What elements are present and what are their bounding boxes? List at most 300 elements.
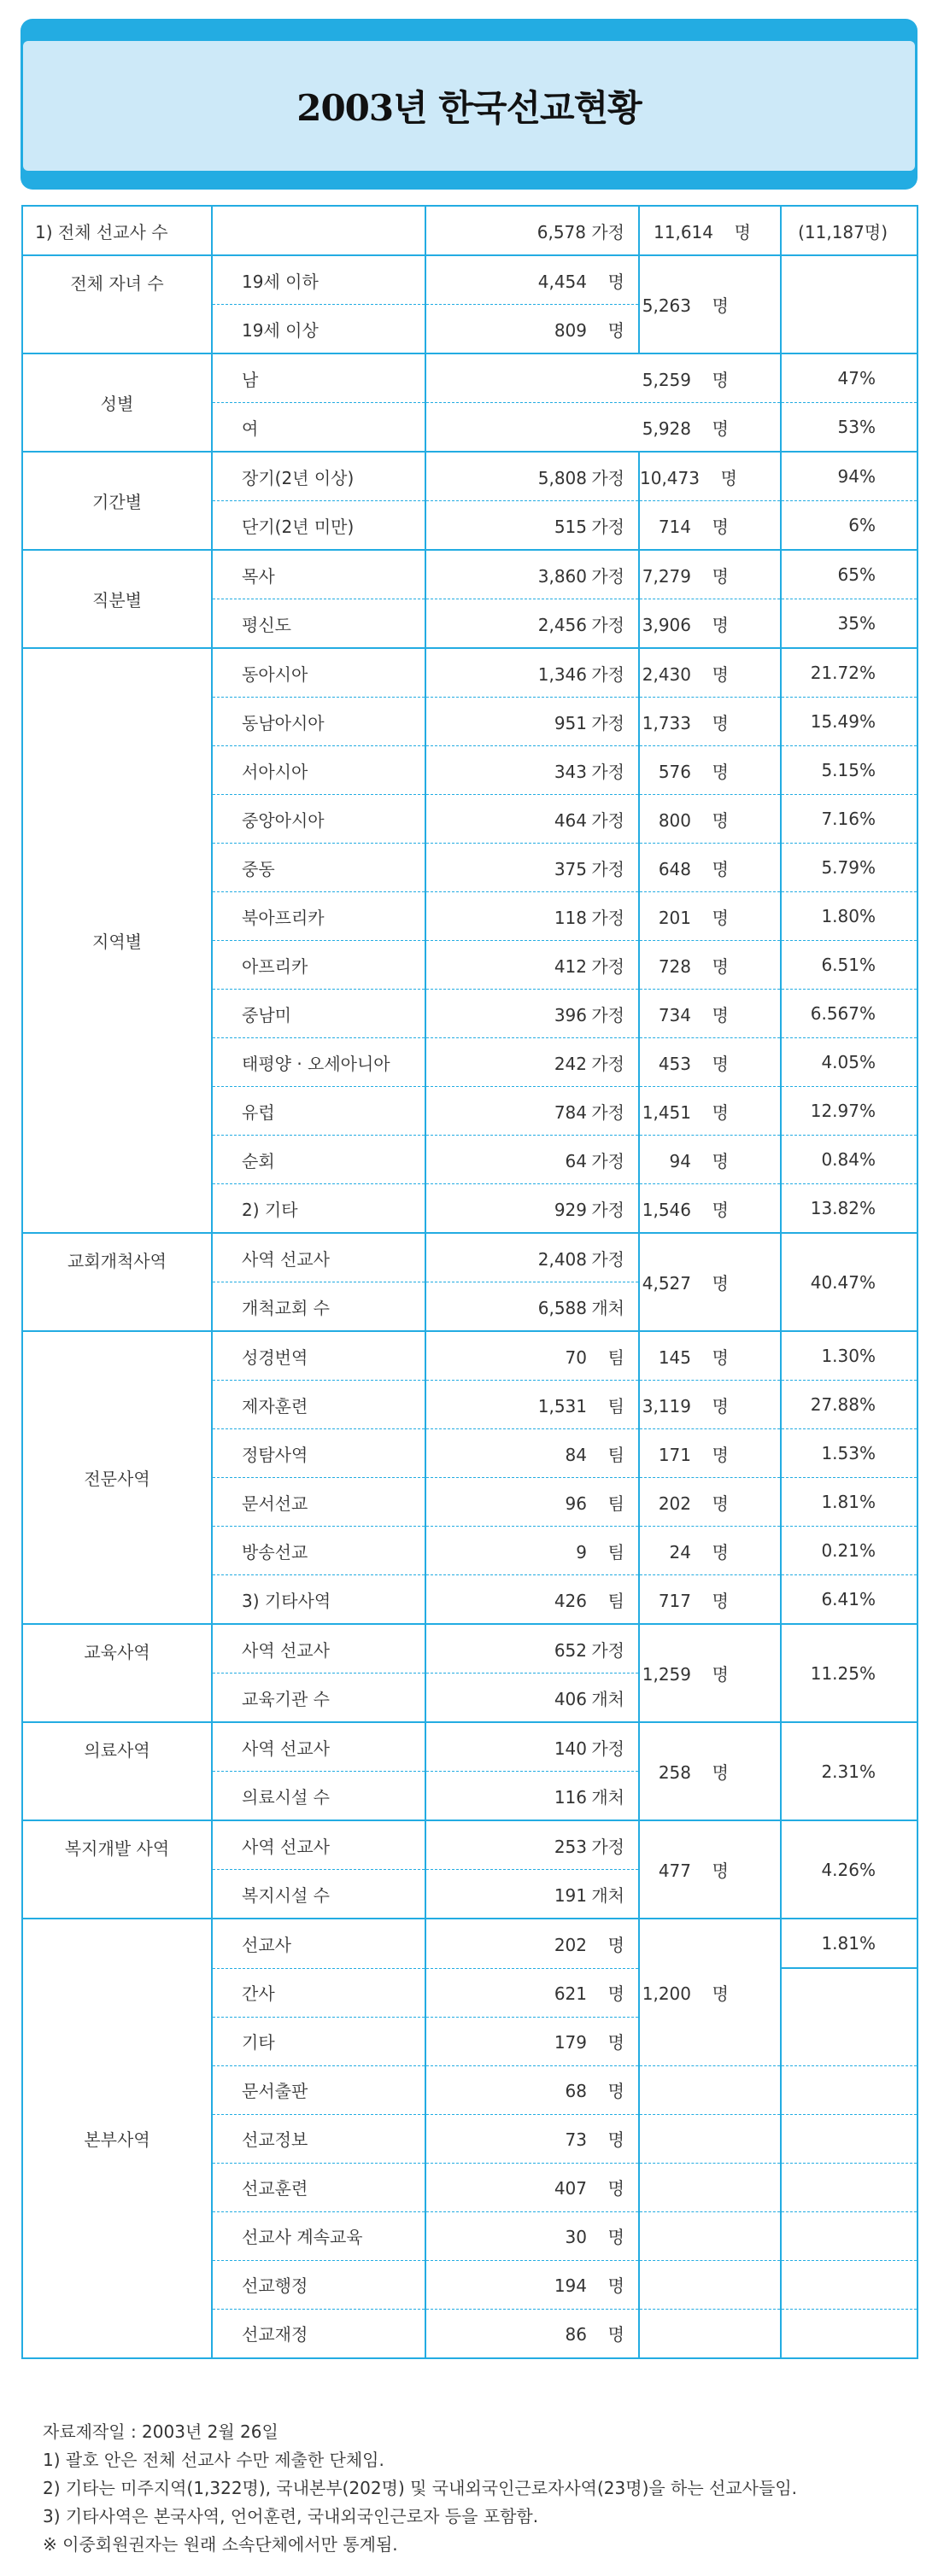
period-row-people [639, 501, 781, 551]
region-row-count-value: 396 [554, 1004, 587, 1025]
position-row-people [639, 599, 781, 649]
specialized-row-people [639, 1331, 781, 1381]
region-row-people [639, 1184, 781, 1234]
region-row-people [639, 1087, 781, 1136]
specialized-row-count-value: 426 [554, 1590, 587, 1611]
position-row [22, 550, 917, 599]
region-row-people [639, 1136, 781, 1184]
summary-blank-cell [212, 206, 425, 255]
position-row-people [639, 550, 781, 599]
specialized-row-label: 3) 기타사역 [212, 1575, 425, 1625]
region-row-count-value: 784 [554, 1101, 587, 1123]
medical-category: 의료사역 [22, 1722, 212, 1820]
region-row-people-unit: 명 [712, 955, 729, 977]
specialized-row-people-value: 24 [669, 1541, 691, 1563]
period-row-people-value: 714 [658, 516, 691, 537]
period-row-label: 단기(2년 미만) [212, 501, 425, 551]
region-row-people-value: 734 [658, 1004, 691, 1025]
region-row-label: 중남미 [212, 990, 425, 1038]
position-row-percent: 65% [781, 550, 917, 599]
medical-row-count-value: 116 [554, 1786, 587, 1808]
specialized-category: 전문사역 [22, 1331, 212, 1624]
title-banner [21, 19, 917, 190]
period-row-label: 장기(2년 이상) [212, 452, 425, 501]
church-planting-percent: 40.47% [781, 1233, 917, 1331]
region-row-percent: 0.84% [781, 1136, 917, 1184]
education-row-label: 교육기관 수 [212, 1674, 425, 1723]
region-row-count-unit: 가정 [591, 1101, 624, 1123]
headquarters-row-count-value: 68 [565, 2081, 587, 2101]
summary-households [425, 206, 639, 255]
welfare-row-count [425, 1870, 639, 1919]
region-row-people [639, 844, 781, 892]
headquarters-row-count-unit: 명 [607, 1934, 624, 1955]
education-row-count-unit: 개처 [591, 1688, 624, 1709]
medical-percent: 2.31% [781, 1722, 917, 1820]
region-category: 지역별 [22, 648, 212, 1233]
period-row-percent: 94% [781, 452, 917, 501]
position-row-count-unit: 가정 [591, 614, 624, 635]
specialized-row-people [639, 1575, 781, 1625]
education-row [22, 1624, 917, 1674]
headquarters-row-count-unit: 명 [607, 2324, 624, 2345]
headquarters-people-blank [639, 2114, 781, 2163]
specialized-row-count [425, 1527, 639, 1575]
region-row-count-unit: 가정 [591, 809, 624, 831]
specialized-row-people-value: 202 [658, 1492, 691, 1514]
welfare-people-value: 477 [658, 1860, 691, 1881]
headquarters-staff-percent: 1.81% [781, 1919, 917, 1968]
headquarters-category: 본부사역 [22, 1919, 212, 2358]
church-planting-row-count-unit: 가정 [591, 1248, 624, 1270]
region-row-people [639, 941, 781, 990]
region-row-count [425, 844, 639, 892]
gender-row-percent: 53% [781, 403, 917, 453]
specialized-row-label: 정탐사역 [212, 1429, 425, 1478]
gender-row [22, 353, 917, 403]
headquarters-row-count-value: 179 [554, 2032, 587, 2053]
children-row-count-value: 809 [554, 319, 587, 341]
church-planting-people-unit: 명 [712, 1273, 729, 1294]
position-row-people-value: 7,279 [642, 565, 691, 587]
headquarters-row-label: 기타 [212, 2017, 425, 2065]
specialized-row-count-unit: 팀 [607, 1395, 624, 1417]
headquarters-row-count-unit: 명 [607, 2032, 624, 2053]
children-row-count-unit: 명 [607, 271, 624, 292]
welfare-row-count [425, 1820, 639, 1870]
region-row-count-value: 343 [554, 761, 587, 782]
region-row-people-value: 453 [658, 1053, 691, 1074]
period-category: 기간별 [22, 452, 212, 550]
footnote-line: ※ 이중회원권자는 원래 소속단체에서만 통계됨. [43, 2534, 398, 2555]
specialized-row-people-unit: 명 [712, 1541, 729, 1563]
headquarters-people-blank [639, 2065, 781, 2114]
specialized-row-count [425, 1381, 639, 1429]
education-percent: 11.25% [781, 1624, 917, 1722]
welfare-people-unit: 명 [712, 1860, 729, 1881]
headquarters-row-count-unit: 명 [607, 2178, 624, 2199]
specialized-row-count-unit: 팀 [607, 1590, 624, 1611]
gender-row-blank [425, 403, 639, 453]
specialized-row-count-value: 9 [576, 1541, 587, 1563]
headquarters-row-label: 선교사 [212, 1919, 425, 1968]
headquarters-row-count-unit: 명 [607, 2227, 624, 2247]
specialized-row-count-unit: 팀 [607, 1444, 624, 1465]
children-row-count-unit: 명 [607, 319, 624, 341]
region-row-percent: 5.79% [781, 844, 917, 892]
children-total-unit: 명 [712, 295, 729, 316]
region-row-label: 중동 [212, 844, 425, 892]
medical-row-label: 의료시설 수 [212, 1772, 425, 1821]
medical-people [639, 1722, 781, 1820]
region-row-people [639, 795, 781, 844]
region-row-count-value: 464 [554, 809, 587, 831]
position-category: 직분별 [22, 550, 212, 648]
specialized-row-count [425, 1331, 639, 1381]
welfare-row-count-unit: 가정 [591, 1836, 624, 1857]
summary-people-unit: 명 [734, 221, 751, 242]
summary-people [639, 206, 781, 255]
region-row-people-unit: 명 [712, 663, 729, 685]
specialized-row-people-unit: 명 [712, 1346, 729, 1368]
table-row-summary [22, 206, 917, 255]
period-row-count [425, 452, 639, 501]
specialized-row-people [639, 1527, 781, 1575]
specialized-row-percent: 1.81% [781, 1478, 917, 1527]
region-row-percent: 6.51% [781, 941, 917, 990]
education-people-unit: 명 [712, 1664, 729, 1685]
gender-row-label: 남 [212, 353, 425, 403]
specialized-row-count-value: 96 [565, 1492, 587, 1514]
period-row-count-unit: 가정 [591, 516, 624, 537]
specialized-row-people-unit: 명 [712, 1444, 729, 1465]
headquarters-row-label: 간사 [212, 1968, 425, 2017]
region-row-label: 순회 [212, 1136, 425, 1184]
gender-row-people [639, 403, 781, 453]
mission-statistics-table [21, 205, 918, 2359]
region-row-count-value: 118 [554, 907, 587, 928]
region-row-people [639, 1038, 781, 1087]
region-row-people-unit: 명 [712, 1004, 729, 1025]
region-row-percent: 4.05% [781, 1038, 917, 1087]
region-row-people [639, 990, 781, 1038]
summary-household-unit: 가정 [591, 221, 624, 242]
church-planting-row-count-value: 6,588 [537, 1297, 587, 1318]
medical-people-unit: 명 [712, 1762, 729, 1783]
region-row-people-unit: 명 [712, 858, 729, 879]
education-row-count-unit: 가정 [591, 1639, 624, 1661]
region-row-count-unit: 가정 [591, 1004, 624, 1025]
region-row-count-value: 951 [554, 712, 587, 733]
headquarters-row-count [425, 2163, 639, 2211]
church-planting-row-label: 개척교회 수 [212, 1282, 425, 1332]
region-row-people-unit: 명 [712, 1053, 729, 1074]
region-row-people-unit: 명 [712, 761, 729, 782]
position-row-label: 평신도 [212, 599, 425, 649]
headquarters-row-count-unit: 명 [607, 1983, 624, 2004]
church-planting-row-count-value: 2,408 [537, 1248, 587, 1270]
table-body [22, 206, 917, 2358]
position-row-people-unit: 명 [712, 565, 729, 587]
position-row-people-unit: 명 [712, 614, 729, 635]
region-row-people-value: 1,451 [642, 1101, 691, 1123]
church-planting-row-count [425, 1233, 639, 1282]
position-row-count-unit: 가정 [591, 565, 624, 587]
region-row-percent: 7.16% [781, 795, 917, 844]
region-row [22, 648, 917, 698]
specialized-row-count [425, 1575, 639, 1625]
headquarters-row-count-value: 194 [554, 2275, 587, 2296]
period-row [22, 452, 917, 501]
gender-row-people [639, 353, 781, 403]
headquarters-row-label: 문서출판 [212, 2065, 425, 2114]
region-row-people-unit: 명 [712, 712, 729, 733]
education-row-count-value: 652 [554, 1639, 587, 1661]
region-row-label: 2) 기타 [212, 1184, 425, 1234]
headquarters-row-count-value: 73 [565, 2129, 587, 2150]
region-row-count-unit: 가정 [591, 955, 624, 977]
headquarters-row-count-unit: 명 [607, 2081, 624, 2101]
headquarters-row-count [425, 2017, 639, 2065]
region-row-count-unit: 가정 [591, 1053, 624, 1074]
period-row-count-value: 515 [554, 516, 587, 537]
headquarters-row-label: 선교사 계속교육 [212, 2211, 425, 2260]
title-banner-inner [23, 41, 915, 171]
church-planting-people [639, 1233, 781, 1331]
children-row [22, 255, 917, 305]
footnote-line: 1) 괄호 안은 전체 선교사 수만 제출한 단체임. [43, 2450, 384, 2470]
education-people [639, 1624, 781, 1722]
headquarters-row-label: 선교행정 [212, 2260, 425, 2309]
specialized-row-people-unit: 명 [712, 1395, 729, 1417]
headquarters-row-count [425, 2065, 639, 2114]
welfare-people [639, 1820, 781, 1919]
summary-note: (11,187명) [781, 206, 917, 255]
specialized-row-people-value: 171 [658, 1444, 691, 1465]
region-row-count-value: 375 [554, 858, 587, 879]
specialized-row-people-unit: 명 [712, 1590, 729, 1611]
headquarters-staff-people-value: 1,200 [642, 1983, 691, 2004]
education-row-count [425, 1624, 639, 1674]
period-row-people-value: 10,473 [640, 467, 700, 488]
headquarters-row-count-value: 30 [565, 2227, 587, 2247]
region-row-count [425, 1136, 639, 1184]
children-total [639, 255, 781, 353]
headquarters-row-label: 선교재정 [212, 2309, 425, 2358]
region-row-count-unit: 가정 [591, 663, 624, 685]
region-row-people-value: 94 [669, 1150, 691, 1171]
region-row-people-value: 576 [658, 761, 691, 782]
gender-row-percent: 47% [781, 353, 917, 403]
education-row-count-value: 406 [554, 1688, 587, 1709]
specialized-row-people [639, 1381, 781, 1429]
summary-category: 1) 전체 선교사 수 [22, 206, 212, 255]
education-row-count [425, 1674, 639, 1723]
region-row-count-unit: 가정 [591, 907, 624, 928]
headquarters-row-count [425, 2260, 639, 2309]
specialized-row-people [639, 1478, 781, 1527]
children-total-value: 5,263 [642, 295, 691, 316]
region-row-people [639, 746, 781, 795]
region-row-label: 서아시아 [212, 746, 425, 795]
period-row-percent: 6% [781, 501, 917, 551]
children-row-count [425, 305, 639, 354]
headquarters-row-label: 선교정보 [212, 2114, 425, 2163]
position-row-people-value: 3,906 [642, 614, 691, 635]
specialized-row-percent: 0.21% [781, 1527, 917, 1575]
specialized-row-count [425, 1429, 639, 1478]
specialized-row-people-unit: 명 [712, 1492, 729, 1514]
headquarters-percent-blank [781, 2211, 917, 2260]
medical-row-count-unit: 개처 [591, 1786, 624, 1808]
gender-row-blank [425, 353, 639, 403]
region-row-label: 중앙아시아 [212, 795, 425, 844]
church-planting-people-value: 4,527 [642, 1273, 691, 1294]
medical-people-value: 258 [658, 1762, 691, 1783]
welfare-category: 복지개발 사역 [22, 1820, 212, 1919]
education-people-value: 1,259 [642, 1664, 691, 1685]
region-row-people-unit: 명 [712, 1150, 729, 1171]
headquarters-people-blank [639, 2309, 781, 2358]
medical-row-count-unit: 가정 [591, 1738, 624, 1759]
specialized-row-people-value: 717 [658, 1590, 691, 1611]
position-row-count [425, 599, 639, 649]
children-category: 전체 자녀 수 [22, 255, 212, 353]
summary-people-value: 11,614 [654, 221, 713, 242]
gender-row-people-value: 5,259 [642, 369, 691, 390]
gender-row-label: 여 [212, 403, 425, 453]
headquarters-people-blank [639, 2260, 781, 2309]
specialized-row-people-value: 3,119 [642, 1395, 691, 1417]
headquarters-percent-blank [781, 2065, 917, 2114]
region-row-count [425, 1184, 639, 1234]
specialized-row-count-unit: 팀 [607, 1346, 624, 1368]
children-row-label: 19세 이상 [212, 305, 425, 354]
region-row-people-unit: 명 [712, 809, 729, 831]
period-row-count-unit: 가정 [591, 467, 624, 488]
position-row-count [425, 550, 639, 599]
specialized-row-percent: 1.30% [781, 1331, 917, 1381]
gender-row-people-unit: 명 [712, 418, 729, 439]
headquarters-row-count [425, 2211, 639, 2260]
specialized-row-count-value: 84 [565, 1444, 587, 1465]
region-row-count-unit: 가정 [591, 1150, 624, 1171]
region-row-people-unit: 명 [712, 907, 729, 928]
headquarters-percent-blank [781, 2114, 917, 2163]
region-row-count [425, 648, 639, 698]
headquarters-row-count-unit: 명 [607, 2129, 624, 2150]
medical-row-count-value: 140 [554, 1738, 587, 1759]
specialized-row-count-value: 70 [565, 1346, 587, 1368]
specialized-row-count-value: 1,531 [537, 1395, 587, 1417]
medical-row-label: 사역 선교사 [212, 1722, 425, 1772]
period-row-people [639, 452, 781, 501]
region-row-count-unit: 가정 [591, 712, 624, 733]
headquarters-row [22, 1919, 917, 1968]
region-row-count-unit: 가정 [591, 858, 624, 879]
position-row-count-value: 3,860 [537, 565, 587, 587]
region-row-label: 북아프리카 [212, 892, 425, 941]
specialized-row-label: 문서선교 [212, 1478, 425, 1527]
region-row-count-unit: 가정 [591, 761, 624, 782]
headquarters-row-count-unit: 명 [607, 2275, 624, 2296]
education-row-label: 사역 선교사 [212, 1624, 425, 1674]
headquarters-row-count [425, 2309, 639, 2358]
gender-row-people-value: 5,928 [642, 418, 691, 439]
region-row-percent: 1.80% [781, 892, 917, 941]
welfare-row-label: 복지시설 수 [212, 1870, 425, 1919]
gender-row-people-unit: 명 [712, 369, 729, 390]
region-row-count-value: 1,346 [537, 663, 587, 685]
region-row-label: 아프리카 [212, 941, 425, 990]
region-row-people-unit: 명 [712, 1199, 729, 1220]
children-row-count [425, 255, 639, 305]
specialized-row-label: 방송선교 [212, 1527, 425, 1575]
headquarters-row-count [425, 2114, 639, 2163]
region-row-label: 유럽 [212, 1087, 425, 1136]
children-blank-cell [781, 255, 917, 353]
specialized-row-people-value: 145 [658, 1346, 691, 1368]
headquarters-row-count [425, 1968, 639, 2017]
region-row-count-value: 242 [554, 1053, 587, 1074]
region-row-label: 태평양 · 오세아니아 [212, 1038, 425, 1087]
region-row-count [425, 746, 639, 795]
region-row-count [425, 1038, 639, 1087]
specialized-row-label: 제자훈련 [212, 1381, 425, 1429]
region-row-count [425, 892, 639, 941]
footnote-line: 자료제작일 : 2003년 2월 26일 [43, 2421, 278, 2442]
period-row-people-unit: 명 [720, 467, 737, 488]
footnote-line: 3) 기타사역은 본국사역, 언어훈련, 국내외국인근로자 등을 포함함. [43, 2506, 539, 2526]
headquarters-percent-blank [781, 2260, 917, 2309]
region-row-people-value: 1,733 [642, 712, 691, 733]
headquarters-row-count-value: 202 [554, 1934, 587, 1955]
region-row-count-value: 64 [565, 1150, 587, 1171]
specialized-row-percent: 27.88% [781, 1381, 917, 1429]
region-row-people-value: 2,430 [642, 663, 691, 685]
region-row-count [425, 1087, 639, 1136]
specialized-row-percent: 6.41% [781, 1575, 917, 1625]
specialized-row-count-unit: 팀 [607, 1541, 624, 1563]
region-row-people [639, 648, 781, 698]
region-row-count [425, 990, 639, 1038]
welfare-row-count-value: 191 [554, 1884, 587, 1906]
region-row-percent: 12.97% [781, 1087, 917, 1136]
church-planting-row-count-unit: 개처 [591, 1297, 624, 1318]
gender-category: 성별 [22, 353, 212, 452]
specialized-row [22, 1331, 917, 1381]
headquarters-row-count [425, 1919, 639, 1968]
region-row-label: 동남아시아 [212, 698, 425, 746]
welfare-row-label: 사역 선교사 [212, 1820, 425, 1870]
region-row-people [639, 698, 781, 746]
welfare-row-count-value: 253 [554, 1836, 587, 1857]
region-row-people-value: 648 [658, 858, 691, 879]
period-row-count [425, 501, 639, 551]
specialized-row-count [425, 1478, 639, 1527]
region-row-count [425, 795, 639, 844]
church-planting-row-label: 사역 선교사 [212, 1233, 425, 1282]
region-row-count [425, 941, 639, 990]
headquarters-people-blank [639, 2211, 781, 2260]
headquarters-row-label: 선교훈련 [212, 2163, 425, 2211]
headquarters-row-count-value: 407 [554, 2178, 587, 2199]
region-row-people-unit: 명 [712, 1101, 729, 1123]
welfare-row [22, 1820, 917, 1870]
region-row-percent: 21.72% [781, 648, 917, 698]
headquarters-row-count-value: 621 [554, 1983, 587, 2004]
region-row-percent: 13.82% [781, 1184, 917, 1234]
